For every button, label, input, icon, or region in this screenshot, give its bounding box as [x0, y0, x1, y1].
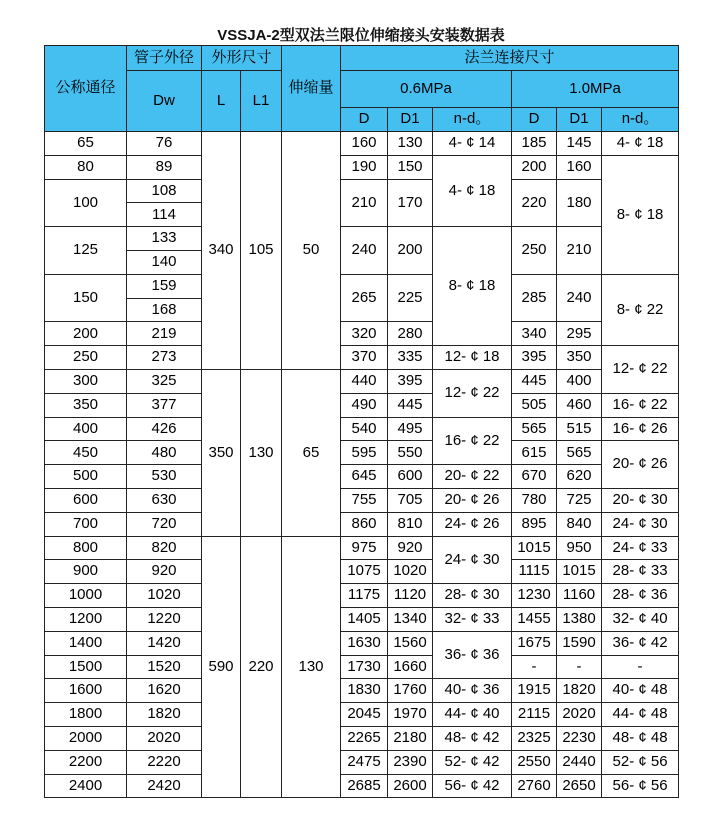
table-header — [45, 46, 679, 132]
table-cell: 1200 — [45, 607, 127, 631]
table-row — [45, 369, 679, 393]
header-row-2 — [45, 71, 679, 108]
table-cell: 1675 — [512, 631, 557, 655]
table-cell: 16- ¢ 22 — [433, 417, 512, 465]
table-cell: 52- ¢ 56 — [602, 750, 679, 774]
table-cell: 630 — [127, 488, 202, 512]
table-cell: 1600 — [45, 679, 127, 703]
table-cell: 24- ¢ 33 — [602, 536, 679, 560]
table-cell: 590 — [202, 536, 241, 798]
table-cell: 32- ¢ 40 — [602, 607, 679, 631]
table-cell: 2200 — [45, 750, 127, 774]
table-cell: 1590 — [557, 631, 602, 655]
table-row — [45, 465, 679, 489]
table-cell: 820 — [127, 536, 202, 560]
table-cell: 900 — [45, 560, 127, 584]
table-cell: 114 — [127, 203, 202, 227]
table-cell: 350 — [557, 346, 602, 370]
table-cell: 1380 — [557, 607, 602, 631]
table-cell: 2440 — [557, 750, 602, 774]
table-cell: 89 — [127, 155, 202, 179]
table-cell: 1820 — [127, 703, 202, 727]
table-cell: 2180 — [388, 726, 433, 750]
table-cell: 280 — [388, 322, 433, 346]
table-cell: 550 — [388, 441, 433, 465]
table-cell: 295 — [557, 322, 602, 346]
table-cell: 1560 — [388, 631, 433, 655]
table-cell: 4- ¢ 18 — [433, 155, 512, 226]
table-cell: 28- ¢ 33 — [602, 560, 679, 584]
header-10-nd: n-d。 — [602, 108, 679, 132]
table-cell: 20- ¢ 22 — [433, 465, 512, 489]
table-row — [45, 346, 679, 370]
table-cell: 1830 — [341, 679, 388, 703]
table-cell: 1760 — [388, 679, 433, 703]
table-row — [45, 227, 679, 251]
table-row — [45, 774, 679, 798]
table-cell: 8- ¢ 18 — [433, 227, 512, 346]
table-cell: 1115 — [512, 560, 557, 584]
table-cell: 28- ¢ 30 — [433, 584, 512, 608]
table-cell: 1230 — [512, 584, 557, 608]
header-nominal-diameter: 公称通径 — [45, 46, 127, 132]
table-cell: 16- ¢ 22 — [602, 393, 679, 417]
table-cell: 159 — [127, 274, 202, 298]
table-cell: 2000 — [45, 726, 127, 750]
table-row — [45, 679, 679, 703]
table-cell: 440 — [341, 369, 388, 393]
table-cell: 210 — [557, 227, 602, 275]
table-cell: 80 — [45, 155, 127, 179]
table-cell: 515 — [557, 417, 602, 441]
table-cell: 150 — [388, 155, 433, 179]
table-row — [45, 132, 679, 156]
table-cell: 48- ¢ 48 — [602, 726, 679, 750]
table-cell: 720 — [127, 512, 202, 536]
table-cell: 170 — [388, 179, 433, 227]
table-cell: 426 — [127, 417, 202, 441]
table-cell: 2400 — [45, 774, 127, 798]
header-l: L — [202, 71, 241, 132]
table-cell: 450 — [45, 441, 127, 465]
table-cell: 240 — [557, 274, 602, 322]
table-cell: 4- ¢ 18 — [602, 132, 679, 156]
header-pipe-outer-diameter: 管子外径 — [127, 46, 202, 71]
table-row — [45, 750, 679, 774]
table-cell: 65 — [45, 132, 127, 156]
header-pressure-10: 1.0MPa — [512, 71, 679, 108]
table-cell: 220 — [512, 179, 557, 227]
table-cell: 1915 — [512, 679, 557, 703]
table-cell: 1730 — [341, 655, 388, 679]
table-cell: - — [602, 655, 679, 679]
table-cell: 670 — [512, 465, 557, 489]
table-cell: 1340 — [388, 607, 433, 631]
header-l1: L1 — [241, 71, 282, 132]
header-pressure-06: 0.6MPa — [341, 71, 512, 108]
table-cell: 2390 — [388, 750, 433, 774]
table-cell: 505 — [512, 393, 557, 417]
table-cell: 2600 — [388, 774, 433, 798]
table-cell: 8- ¢ 18 — [602, 155, 679, 274]
table-cell: 480 — [127, 441, 202, 465]
table-cell: 1400 — [45, 631, 127, 655]
table-cell: 920 — [127, 560, 202, 584]
table-cell: 445 — [388, 393, 433, 417]
table-cell: 340 — [512, 322, 557, 346]
table-cell: 2265 — [341, 726, 388, 750]
table-row — [45, 393, 679, 417]
table-cell: 540 — [341, 417, 388, 441]
table-cell: 565 — [512, 417, 557, 441]
table-cell: 377 — [127, 393, 202, 417]
table-cell: 50 — [282, 132, 341, 370]
table-cell: 52- ¢ 42 — [433, 750, 512, 774]
table-cell: 2020 — [127, 726, 202, 750]
table-cell: 140 — [127, 250, 202, 274]
page-title: VSSJA-2型双法兰限位伸缩接头安装数据表 — [217, 27, 505, 44]
table-row — [45, 536, 679, 560]
table-cell: 1420 — [127, 631, 202, 655]
table-cell: 1020 — [127, 584, 202, 608]
table-cell: 12- ¢ 18 — [433, 346, 512, 370]
table-cell: 1075 — [341, 560, 388, 584]
table-cell: 350 — [45, 393, 127, 417]
table-cell: 565 — [557, 441, 602, 465]
table-cell: 145 — [557, 132, 602, 156]
table-cell: 44- ¢ 48 — [602, 703, 679, 727]
table-cell: 1020 — [388, 560, 433, 584]
table-cell: 2650 — [557, 774, 602, 798]
table-cell: 530 — [127, 465, 202, 489]
table-cell: 340 — [202, 132, 241, 370]
table-cell: 400 — [557, 369, 602, 393]
table-cell: 725 — [557, 488, 602, 512]
table-cell: 975 — [341, 536, 388, 560]
table-cell: 780 — [512, 488, 557, 512]
table-row — [45, 512, 679, 536]
table-cell: 56- ¢ 42 — [433, 774, 512, 798]
table-row — [45, 155, 679, 179]
table-cell: 36- ¢ 42 — [602, 631, 679, 655]
table-cell: 2420 — [127, 774, 202, 798]
table-cell: 240 — [341, 227, 388, 275]
table-cell: 250 — [512, 227, 557, 275]
table-cell: 108 — [127, 179, 202, 203]
table-cell: 285 — [512, 274, 557, 322]
table-row — [45, 560, 679, 584]
table-cell: 65 — [282, 369, 341, 536]
table-row — [45, 655, 679, 679]
installation-data-table — [44, 45, 679, 798]
table-cell: - — [557, 655, 602, 679]
table-cell: 56- ¢ 56 — [602, 774, 679, 798]
table-cell: 1630 — [341, 631, 388, 655]
table-cell: 2550 — [512, 750, 557, 774]
table-cell: 325 — [127, 369, 202, 393]
table-cell: 2230 — [557, 726, 602, 750]
table-cell: 1970 — [388, 703, 433, 727]
table-cell: 1660 — [388, 655, 433, 679]
header-row-1 — [45, 46, 679, 71]
table-cell: 1220 — [127, 607, 202, 631]
table-cell: 220 — [241, 536, 282, 798]
table-cell: 460 — [557, 393, 602, 417]
table-cell: 250 — [45, 346, 127, 370]
table-cell: 190 — [341, 155, 388, 179]
table-cell: 1455 — [512, 607, 557, 631]
table-cell: 495 — [388, 417, 433, 441]
table-cell: 320 — [341, 322, 388, 346]
table-cell: 615 — [512, 441, 557, 465]
table-row — [45, 584, 679, 608]
table-cell: 2685 — [341, 774, 388, 798]
table-cell: 1000 — [45, 584, 127, 608]
table-cell: 150 — [45, 274, 127, 322]
table-cell: 600 — [45, 488, 127, 512]
table-cell: 200 — [45, 322, 127, 346]
table-cell: 490 — [341, 393, 388, 417]
table-row — [45, 179, 679, 203]
table-cell: 300 — [45, 369, 127, 393]
table-cell: 920 — [388, 536, 433, 560]
table-cell: 1405 — [341, 607, 388, 631]
table-cell: 225 — [388, 274, 433, 322]
table-row — [45, 607, 679, 631]
header-flange-connection: 法兰连接尺寸 — [341, 46, 679, 71]
table-cell: 168 — [127, 298, 202, 322]
table-cell: 2475 — [341, 750, 388, 774]
table-cell: 400 — [45, 417, 127, 441]
table-cell: 645 — [341, 465, 388, 489]
table-cell: 350 — [202, 369, 241, 536]
table-cell: 395 — [512, 346, 557, 370]
table-cell: 44- ¢ 40 — [433, 703, 512, 727]
table-cell: 895 — [512, 512, 557, 536]
table-cell: 210 — [341, 179, 388, 227]
table-row — [45, 488, 679, 512]
table-cell: 219 — [127, 322, 202, 346]
table-cell: 1015 — [512, 536, 557, 560]
table-cell: 28- ¢ 36 — [602, 584, 679, 608]
table-row — [45, 274, 679, 298]
table-cell: 20- ¢ 30 — [602, 488, 679, 512]
table-cell: 100 — [45, 179, 127, 227]
table-cell: 200 — [388, 227, 433, 275]
header-dw: Dw — [127, 71, 202, 132]
table-cell: 1500 — [45, 655, 127, 679]
table-cell: 595 — [341, 441, 388, 465]
table-cell: 24- ¢ 26 — [433, 512, 512, 536]
table-cell: 395 — [388, 369, 433, 393]
table-cell: 1800 — [45, 703, 127, 727]
table-cell: 700 — [45, 512, 127, 536]
table-cell: 500 — [45, 465, 127, 489]
table-cell: 2020 — [557, 703, 602, 727]
table-cell: 130 — [388, 132, 433, 156]
table-cell: 48- ¢ 42 — [433, 726, 512, 750]
table-cell: 36- ¢ 36 — [433, 631, 512, 679]
table-cell: 1520 — [127, 655, 202, 679]
table-cell: 160 — [557, 155, 602, 179]
table-cell: 840 — [557, 512, 602, 536]
table-cell: 1820 — [557, 679, 602, 703]
table-cell: 40- ¢ 48 — [602, 679, 679, 703]
table-cell: 4- ¢ 14 — [433, 132, 512, 156]
table-row — [45, 703, 679, 727]
table-cell: 2325 — [512, 726, 557, 750]
table-cell: 105 — [241, 132, 282, 370]
table-cell: 370 — [341, 346, 388, 370]
table-cell: 810 — [388, 512, 433, 536]
table-cell: 40- ¢ 36 — [433, 679, 512, 703]
table-cell: 600 — [388, 465, 433, 489]
header-06-d: D — [341, 108, 388, 132]
table-body — [45, 132, 679, 798]
table-cell: 860 — [341, 512, 388, 536]
table-cell: 335 — [388, 346, 433, 370]
header-outline-size: 外形尺寸 — [202, 46, 282, 71]
table-cell: 2760 — [512, 774, 557, 798]
table-cell: 185 — [512, 132, 557, 156]
table-cell: 1620 — [127, 679, 202, 703]
header-10-d: D — [512, 108, 557, 132]
table-cell: 8- ¢ 22 — [602, 274, 679, 345]
table-cell: 125 — [45, 227, 127, 275]
table-cell: 1175 — [341, 584, 388, 608]
header-06-d1: D1 — [388, 108, 433, 132]
table-row — [45, 631, 679, 655]
table-cell: 12- ¢ 22 — [433, 369, 512, 417]
table-cell: 273 — [127, 346, 202, 370]
table-cell: 20- ¢ 26 — [602, 441, 679, 489]
table-cell: 24- ¢ 30 — [433, 536, 512, 584]
table-cell: 200 — [512, 155, 557, 179]
header-10-d1: D1 — [557, 108, 602, 132]
table-cell: 12- ¢ 22 — [602, 346, 679, 394]
table-row — [45, 322, 679, 346]
table-cell: 133 — [127, 227, 202, 251]
table-cell: 2220 — [127, 750, 202, 774]
table-cell: 76 — [127, 132, 202, 156]
table-cell: 160 — [341, 132, 388, 156]
table-cell: 1160 — [557, 584, 602, 608]
table-cell: 950 — [557, 536, 602, 560]
table-cell: - — [512, 655, 557, 679]
table-cell: 2045 — [341, 703, 388, 727]
table-cell: 32- ¢ 33 — [433, 607, 512, 631]
table-cell: 20- ¢ 26 — [433, 488, 512, 512]
table-cell: 705 — [388, 488, 433, 512]
table-cell: 265 — [341, 274, 388, 322]
table-cell: 800 — [45, 536, 127, 560]
table-cell: 2115 — [512, 703, 557, 727]
table-cell: 1120 — [388, 584, 433, 608]
table-cell: 180 — [557, 179, 602, 227]
header-expansion: 伸缩量 — [282, 46, 341, 132]
table-row — [45, 417, 679, 441]
table-cell: 130 — [241, 369, 282, 536]
table-cell: 755 — [341, 488, 388, 512]
table-row — [45, 441, 679, 465]
header-06-nd: n-d。 — [433, 108, 512, 132]
table-cell: 620 — [557, 465, 602, 489]
table-cell: 16- ¢ 26 — [602, 417, 679, 441]
table-row — [45, 726, 679, 750]
table-cell: 24- ¢ 30 — [602, 512, 679, 536]
table-cell: 445 — [512, 369, 557, 393]
table-cell: 1015 — [557, 560, 602, 584]
table-cell: 130 — [282, 536, 341, 798]
